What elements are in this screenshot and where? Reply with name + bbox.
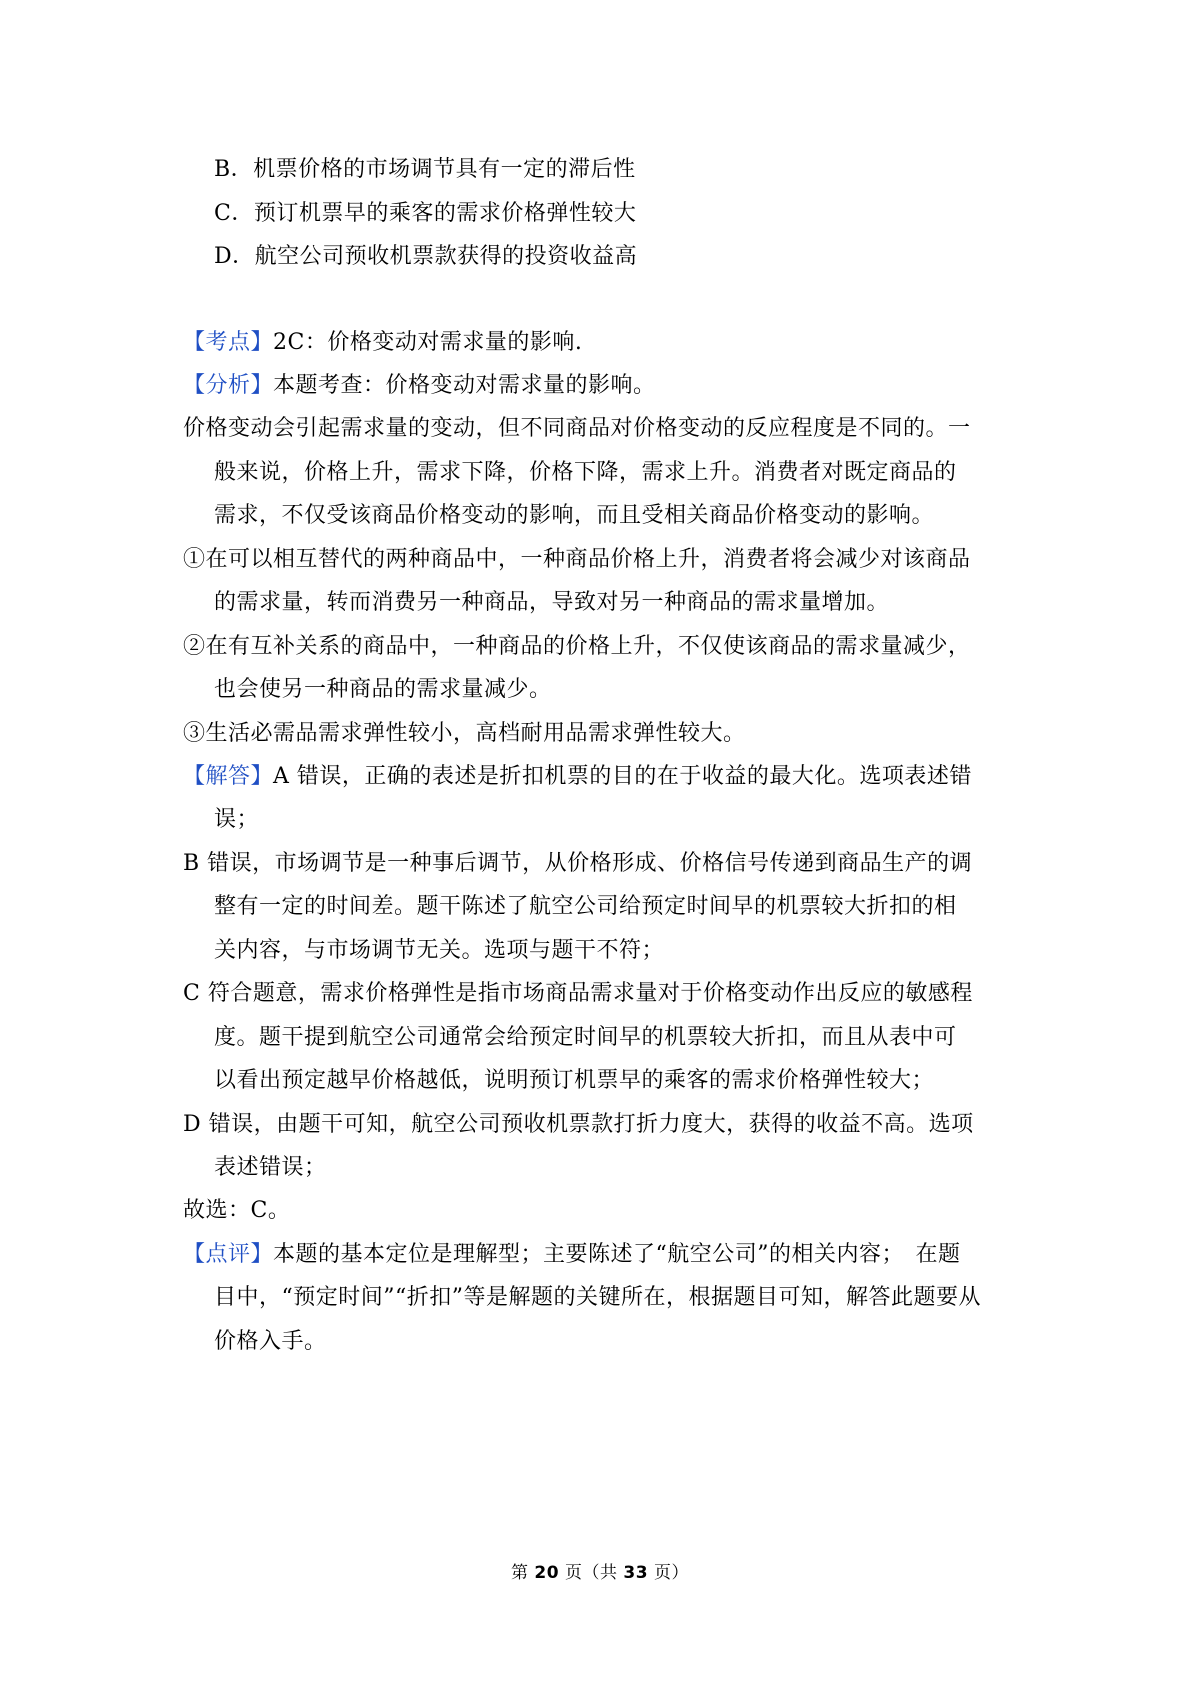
dianping-line1: 本题的基本定位是理解型；主要陈述了“航空公司”的相关内容； 在题 [273, 1242, 961, 1267]
page-footer [0, 1561, 1200, 1585]
option-c: C．预订机票早的乘客的需求价格弹性较大 [214, 201, 637, 226]
jieda-b-line1: B 错误，市场调节是一种事后调节，从价格形成、价格信号传递到商品生产的调 [183, 851, 973, 876]
dianping-line [183, 1240, 961, 1270]
fenxi-line [183, 371, 656, 401]
option-b: B．机票价格的市场调节具有一定的滞后性 [214, 157, 636, 182]
kaodian-tag: 【考点】 [183, 330, 274, 355]
jieda-c-line1: C 符合题意，需求价格弹性是指市场商品需求量对于价格变动作出反应的敏感程 [183, 981, 973, 1006]
analysis-p2-line1: ①在可以相互替代的两种商品中，一种商品价格上升，消费者将会减少对该商品 [183, 547, 971, 572]
jieda-line [183, 762, 972, 792]
analysis-p3-line2: 也会使另一种商品的需求量减少。 [214, 677, 552, 702]
footer-middle: 页（共 [565, 1563, 618, 1583]
option-d: D．航空公司预收机票款获得的投资收益高 [214, 244, 638, 269]
analysis-p1-line1: 价格变动会引起需求量的变动，但不同商品对价格变动的反应程度是不同的。一 [183, 416, 971, 441]
kaodian-line [183, 328, 582, 358]
analysis-p2-line2: 的需求量，转而消费另一种商品，导致对另一种商品的需求量增加。 [214, 590, 890, 615]
analysis-p4-line1: ③生活必需品需求弹性较小，高档耐用品需求弹性较大。 [183, 721, 746, 746]
footer-prefix: 第 [511, 1563, 529, 1583]
fenxi-text: 本题考查：价格变动对需求量的影响。 [273, 373, 656, 398]
jieda-b-line2: 整有一定的时间差。题干陈述了航空公司给预定时间早的机票较大折扣的相 [214, 894, 957, 919]
footer-suffix: 页） [653, 1563, 689, 1583]
analysis-p1-line2: 般来说，价格上升，需求下降，价格下降，需求上升。消费者对既定商品的 [214, 460, 957, 485]
dianping-tag: 【点评】 [183, 1242, 274, 1267]
dianping-line3: 价格入手。 [214, 1329, 327, 1354]
jieda-a-line2: 误； [214, 807, 260, 832]
analysis-p1-line3: 需求，不仅受该商品价格变动的影响，而且受相关商品价格变动的影响。 [214, 503, 935, 528]
fenxi-tag: 【分析】 [183, 373, 274, 398]
jieda-a-line1: A 错误，正确的表述是折扣机票的目的在于收益的最大化。选项表述错 [273, 764, 972, 789]
jieda-conclusion: 故选：C。 [183, 1198, 291, 1223]
jieda-d-line1: D 错误，由题干可知，航空公司预收机票款打折力度大，获得的收益不高。选项 [183, 1112, 974, 1137]
footer-total-pages: 33 [623, 1563, 649, 1583]
jieda-tag: 【解答】 [183, 764, 274, 789]
kaodian-text: 2C：价格变动对需求量的影响. [273, 330, 583, 355]
analysis-p3-line1: ②在有互补关系的商品中，一种商品的价格上升，不仅使该商品的需求量减少， [183, 634, 971, 659]
jieda-b-line3: 关内容，与市场调节无关。选项与题干不符； [214, 938, 665, 963]
jieda-d-line2: 表述错误； [214, 1155, 327, 1180]
footer-page-number: 20 [534, 1563, 560, 1583]
dianping-line2: 目中，“预定时间”“折扣”等是解题的关键所在，根据题目可知，解答此题要从 [214, 1285, 981, 1310]
jieda-c-line3: 以看出预定越早价格越低，说明预订机票早的乘客的需求价格弹性较大； [214, 1068, 935, 1093]
jieda-c-line2: 度。题干提到航空公司通常会给预定时间早的机票较大折扣，而且从表中可 [214, 1025, 957, 1050]
